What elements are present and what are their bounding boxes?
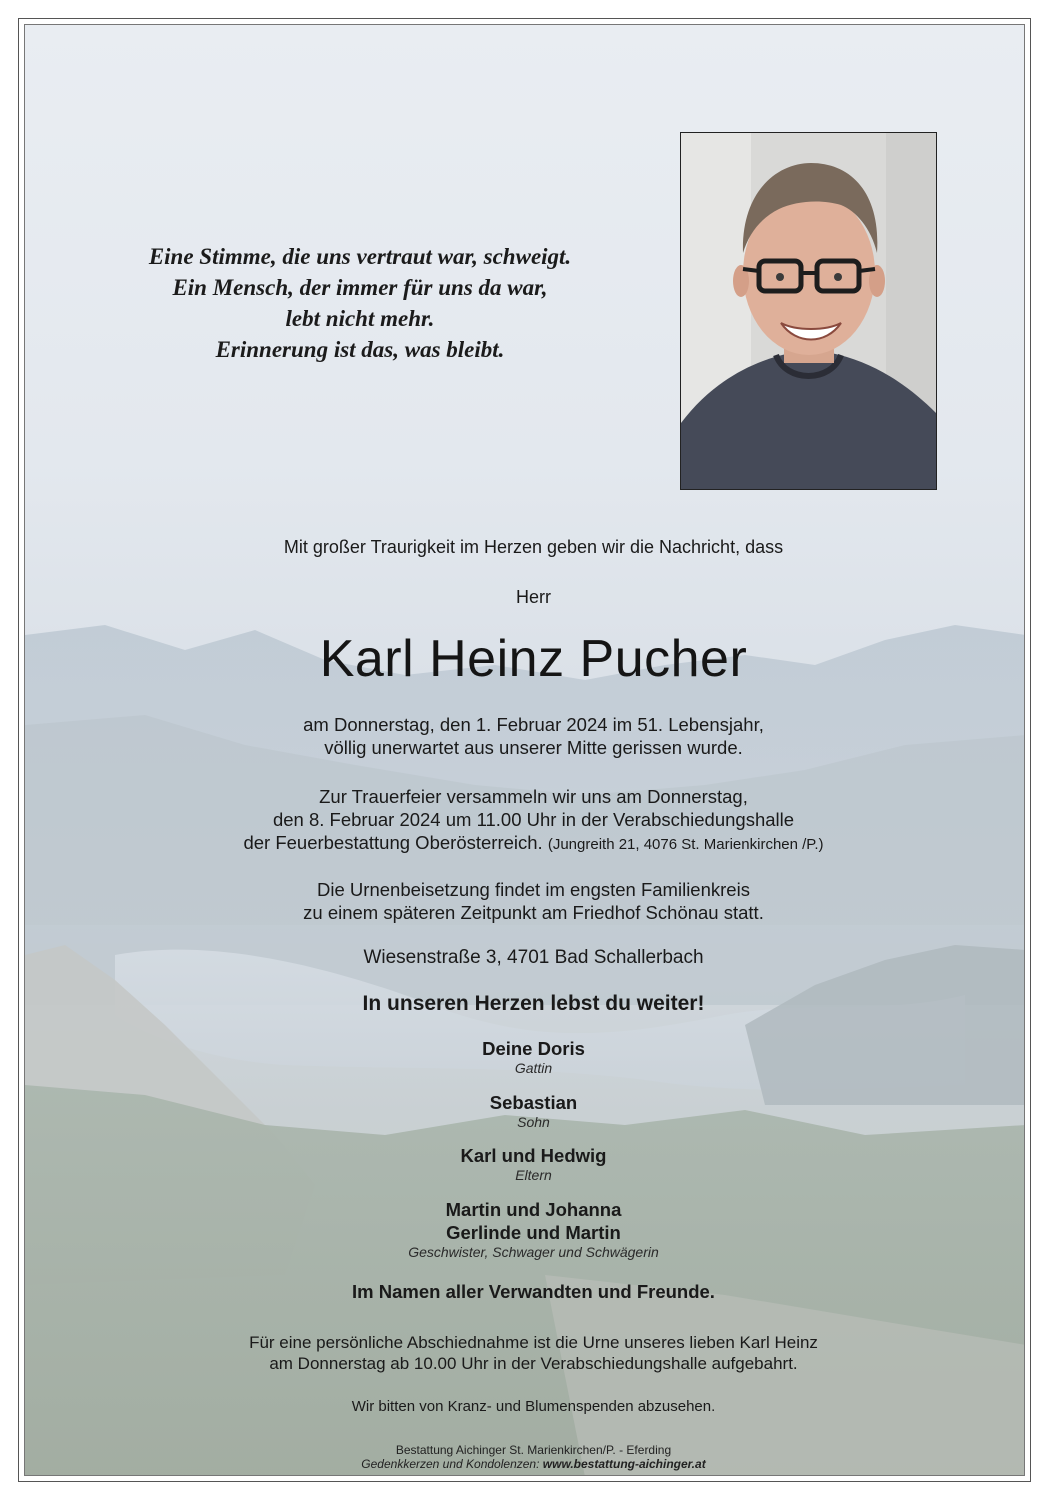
family-address: Wiesenstraße 3, 4701 Bad Schallerbach <box>363 947 704 968</box>
family-name: Sebastian <box>489 1092 578 1113</box>
poem-line: Ein Mensch, der immer für uns da war, <box>172 275 548 300</box>
farewell-note <box>25 1332 1025 1374</box>
farewell-line: am Donnerstag ab 10.00 Uhr in der Verabschiedungshalle aufgebahrt. <box>269 1354 798 1373</box>
family-relation: Geschwister, Schwager und Schwägerin <box>408 1244 659 1260</box>
death-line: am Donnerstag, den 1. Februar 2024 im 51. Lebensjahr, <box>303 714 764 735</box>
family-group-son <box>25 1091 1025 1131</box>
family-relation: Gattin <box>514 1060 553 1076</box>
salutation: Herr <box>516 587 551 607</box>
website-link[interactable]: www.bestattung-aichinger.at <box>542 1457 706 1471</box>
closing-line: Im Namen aller Verwandten und Freunde. <box>352 1281 715 1302</box>
ceremony-location-note: (Jungreith 21, 4076 St. Marienkirchen /P.) <box>547 836 824 853</box>
family-name: Karl und Hedwig <box>460 1145 607 1166</box>
family-relation: Eltern <box>515 1167 552 1183</box>
condolence-line <box>25 1457 1025 1471</box>
ceremony-details <box>25 785 1025 856</box>
ceremony-line: den 8. Februar 2024 um 11.00 Uhr in der Verabschiedungshalle <box>272 809 795 830</box>
notice-card <box>24 24 1025 1476</box>
deceased-name: Karl Heinz Pucher <box>319 630 748 688</box>
death-announcement <box>25 713 1025 759</box>
footer <box>25 1443 1025 1471</box>
portrait-photo <box>680 132 937 490</box>
poem-line: lebt nicht mehr. <box>285 306 435 331</box>
condolence-label: Gedenkkerzen und Kondolenzen: <box>361 1457 540 1471</box>
death-line: völlig unerwartet aus unserer Mitte gerissen wurde. <box>324 737 743 758</box>
burial-line: Die Urnenbeisetzung findet im engsten Familienkreis <box>317 879 750 900</box>
family-group-parents <box>25 1144 1025 1184</box>
family-name: Deine Doris <box>482 1038 585 1059</box>
farewell-line: Für eine persönliche Abschiednahme ist die Urne unseres lieben Karl Heinz <box>249 1333 818 1352</box>
family-group-siblings <box>25 1198 1025 1261</box>
memorial-poem <box>85 241 635 365</box>
ceremony-venue: der Feuerbestattung Oberösterreich. <box>243 832 543 853</box>
ceremony-line <box>25 831 1025 856</box>
funeral-company: Bestattung Aichinger St. Marienkirchen/P. - Eferding <box>395 1443 672 1457</box>
family-name: Martin und Johanna <box>445 1199 622 1220</box>
family-relation: Sohn <box>517 1114 550 1130</box>
motto: In unseren Herzen lebst du weiter! <box>362 992 705 1015</box>
portrait-photo-icon <box>681 133 936 489</box>
family-name: Gerlinde und Martin <box>446 1222 621 1243</box>
burial-line: zu einem späteren Zeitpunkt am Friedhof Schönau statt. <box>303 902 764 923</box>
burial-details <box>25 878 1025 924</box>
no-flowers-request: Wir bitten von Kranz- und Blumenspenden abzusehen. <box>351 1398 716 1415</box>
poem-line: Eine Stimme, die uns vertraut war, schweigt. <box>148 244 572 269</box>
poem-line: Erinnerung ist das, was bleibt. <box>215 337 505 362</box>
family-group-spouse <box>25 1037 1025 1077</box>
intro-text: Mit großer Traurigkeit im Herzen geben wir die Nachricht, dass <box>283 537 784 557</box>
ceremony-line: Zur Trauerfeier versammeln wir uns am Donnerstag, <box>319 786 748 807</box>
